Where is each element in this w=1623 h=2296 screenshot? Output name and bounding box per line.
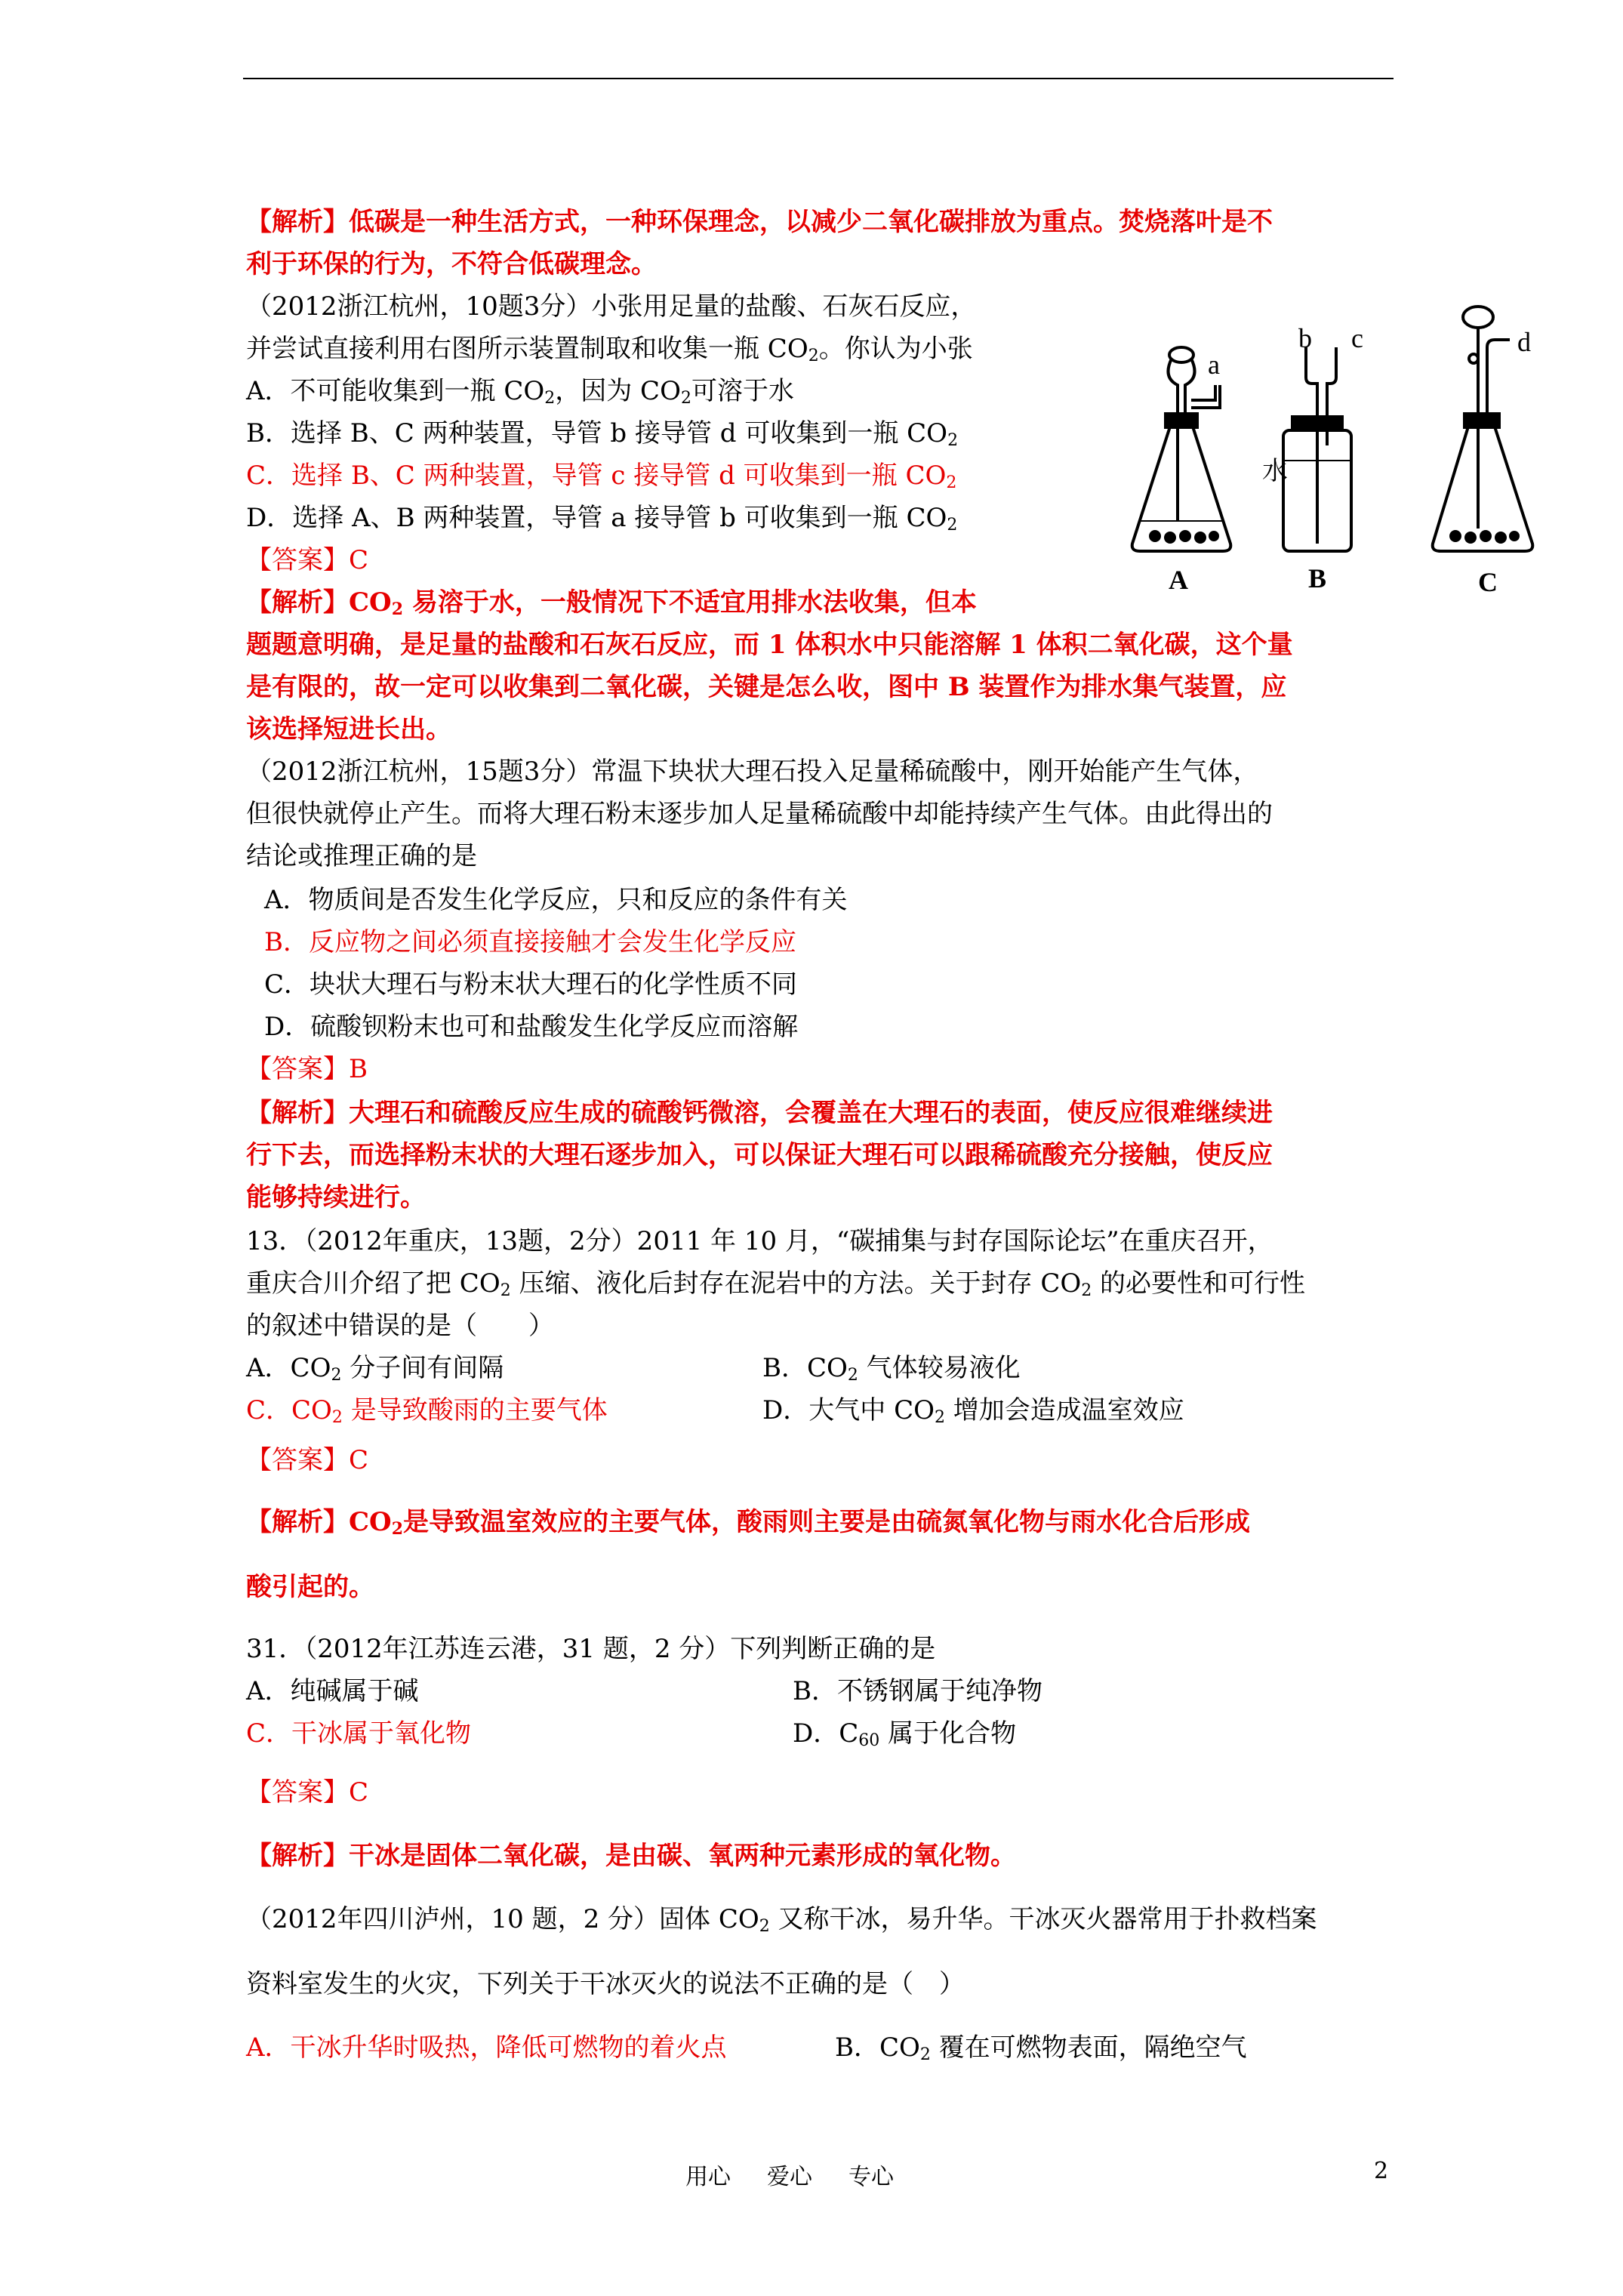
question-stem: 并尝试直接利用右图所示装置制取和收集一瓶 $CO_2$。你认为小张 bbox=[246, 334, 973, 365]
analysis-paragraph: 是有限的，故一定可以收集到二氧化碳，关键是怎么收，图中 B 装置作为排水集气装置，应 bbox=[246, 672, 1287, 702]
option-d: D．大气中 $CO_2$ 增加会造成温室效应 bbox=[762, 1395, 1184, 1427]
option-a: A．不可能收集到一瓶 $CO_2$，因为 $CO_2$可溶于水 bbox=[246, 376, 794, 408]
option-b: B．$CO_2$ 覆在可燃物表面，隔绝空气 bbox=[835, 2032, 1247, 2064]
option-d: D．硫酸钡粉末也可和盐酸发生化学反应而溶解 bbox=[264, 1012, 799, 1042]
flask-c-stones bbox=[1449, 530, 1520, 544]
question-stem: 31．（2012年江苏连云港，31 题，2 分）下列判断正确的是 bbox=[246, 1634, 936, 1664]
question-stem: （2012年四川泸州，10 题，2 分）固体 $CO_2$ 又称干冰，易升华。干冰灭火器常用于扑救档案 bbox=[246, 1904, 1317, 1936]
analysis-paragraph: 题题意明确，是足量的盐酸和石灰石反应，而 1 体积水中只能溶解 1 体积二氧化碳，这个量 bbox=[246, 630, 1293, 660]
option-c: C．选择 B、C 两种装置，导管 c 接导管 d 可收集到一瓶 $CO_2$ bbox=[246, 461, 957, 492]
answer: 【答案】B bbox=[246, 1054, 368, 1084]
analysis-paragraph: 行下去，而选择粉末状的大理石逐步加入，可以保证大理石可以跟稀硫酸充分接触，使反应 bbox=[246, 1140, 1273, 1170]
option-c: C．干冰属于氧化物 bbox=[246, 1718, 472, 1749]
question-stem: （2012浙江杭州，10题3分）小张用足量的盐酸、石灰石反应， bbox=[246, 291, 977, 322]
answer: 【答案】C bbox=[246, 545, 369, 575]
answer: 【答案】C bbox=[246, 1445, 369, 1475]
label-d: d bbox=[1517, 327, 1531, 357]
question-stem: （2012浙江杭州，15题3分）常温下块状大理石投入足量稀硫酸中，刚开始能产生气体， bbox=[246, 757, 1259, 787]
page-number: 2 bbox=[1374, 2158, 1389, 2184]
header-rule bbox=[243, 78, 1394, 79]
option-b: B．反应物之间必须直接接触才会发生化学反应 bbox=[264, 927, 796, 957]
option-a: A．干冰升华时吸热，降低可燃物的着火点 bbox=[246, 2032, 727, 2063]
option-a: A．$CO_2$ 分子间有间隔 bbox=[246, 1353, 504, 1385]
label-bottle-b: B bbox=[1308, 563, 1327, 593]
option-b: B．选择 B、C 两种装置，导管 b 接导管 d 可收集到一瓶 $CO_2$ bbox=[246, 418, 959, 450]
analysis-paragraph: 【解析】大理石和硫酸反应生成的硫酸钙微溶，会覆盖在大理石的表面，使反应很难继续进 bbox=[246, 1098, 1273, 1128]
footer-motto: 用心 爱心 专心 bbox=[685, 2164, 894, 2190]
analysis-paragraph: 利于环保的行为，不符合低碳理念。 bbox=[246, 249, 657, 279]
question-stem: 资料室发生的火灾，下列关于干冰灭火的说法不正确的是（ ） bbox=[246, 1969, 965, 1999]
option-d: D．选择 A、B 两种装置，导管 a 接导管 b 可收集到一瓶 $CO_2$ bbox=[246, 503, 958, 535]
option-c: C．块状大理石与粉末状大理石的化学性质不同 bbox=[264, 969, 798, 1000]
flask-a-stones bbox=[1149, 530, 1219, 544]
label-flask-a: A bbox=[1169, 565, 1188, 595]
bottle-b bbox=[1283, 347, 1351, 551]
question-stem: 重庆合川介绍了把 $CO_2$ 压缩、液化后封存在泥岩中的方法。关于封存 $CO_2$ 的必要性和可行性 bbox=[246, 1268, 1306, 1300]
option-d: D．$C_{60}$ 属于化合物 bbox=[793, 1718, 1017, 1750]
option-a: A．纯碱属于碱 bbox=[246, 1676, 419, 1706]
apparatus-diagram bbox=[1087, 302, 1555, 604]
analysis-paragraph: 该选择短进长出。 bbox=[246, 714, 451, 744]
option-a: A．物质间是否发生化学反应，只和反应的条件有关 bbox=[264, 885, 848, 915]
label-a: a bbox=[1208, 350, 1220, 380]
analysis-paragraph: 【解析】干冰是固体二氧化碳，是由碳、氧两种元素形成的氧化物。 bbox=[246, 1841, 1016, 1871]
analysis-paragraph: 【解析】$CO_2$是导致温室效应的主要气体，酸雨则主要是由硫氮氧化物与雨水化合后形成 bbox=[246, 1507, 1250, 1539]
option-b: B．$CO_2$ 气体较易液化 bbox=[762, 1353, 1021, 1385]
label-water: 水 bbox=[1262, 458, 1288, 485]
option-b: B．不锈钢属于纯净物 bbox=[793, 1676, 1042, 1706]
analysis-paragraph: 酸引起的。 bbox=[246, 1572, 374, 1602]
question-stem: 的叙述中错误的是（ ） bbox=[246, 1311, 554, 1341]
analysis-paragraph: 能够持续进行。 bbox=[246, 1182, 426, 1213]
question-stem: 结论或推理正确的是 bbox=[246, 841, 477, 871]
label-c: c bbox=[1351, 323, 1363, 353]
label-flask-c: C bbox=[1478, 567, 1498, 597]
question-stem: 但很快就停止产生。而将大理石粉末逐步加人足量稀硫酸中却能持续产生气体。由此得出的 bbox=[246, 799, 1273, 829]
analysis-paragraph: 【解析】低碳是一种生活方式，一种环保理念，以减少二氧化碳排放为重点。焚烧落叶是不 bbox=[246, 207, 1273, 237]
option-c: C．$CO_2$ 是导致酸雨的主要气体 bbox=[246, 1395, 608, 1427]
analysis-paragraph: 【解析】$CO_2$ 易溶于水，一般情况下不适宜用排水法收集，但本 bbox=[246, 587, 977, 619]
label-b: b bbox=[1298, 323, 1312, 353]
answer: 【答案】C bbox=[246, 1777, 369, 1808]
question-stem: 13．（2012年重庆，13题，2分）2011 年 10 月，“碳捕集与封存国际论坛”在重庆召开， bbox=[246, 1226, 1273, 1256]
